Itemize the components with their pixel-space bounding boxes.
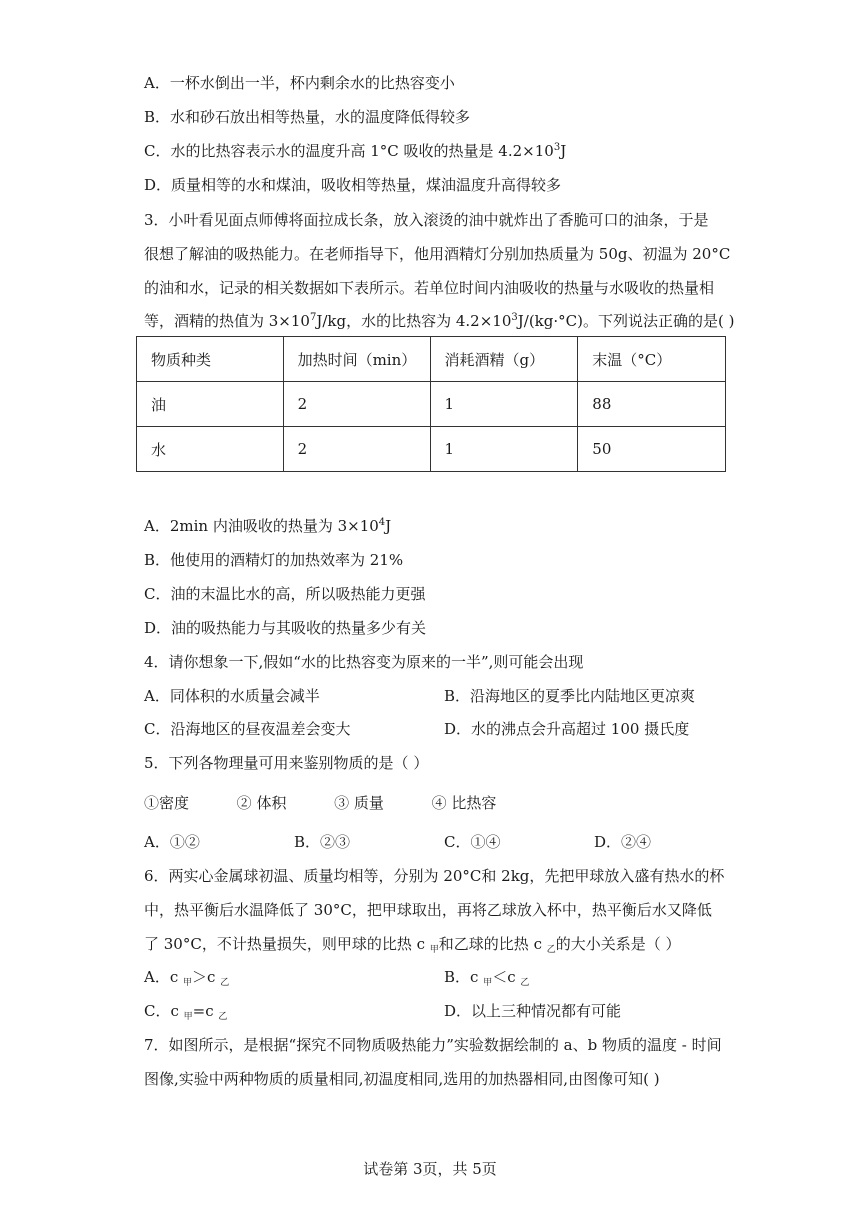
- q2-option-a: A．一杯水倒出一半，杯内剩余水的比热容变小: [144, 74, 455, 92]
- q6-option-a: [144, 967, 229, 993]
- q4-stem: 4．请你想象一下,假如“水的比热容变为原来的一半”,则可能会出现: [144, 653, 584, 671]
- q3-option-a-text: A．2min 内油吸收的热量为 3×10: [144, 517, 379, 535]
- q6-a-pre: A．c: [144, 968, 184, 986]
- table-cell: 2: [283, 382, 430, 427]
- q5-items: ①密度 ② 体积 ③ 质量 ④ 比热容: [144, 794, 497, 812]
- q2-option-d: D．质量相等的水和煤油，吸收相等热量，煤油温度升高得较多: [144, 176, 562, 194]
- table-cell: 1: [430, 382, 578, 427]
- q6-line3-c: 的大小关系是（ ）: [555, 935, 681, 953]
- table-cell: 2: [283, 427, 430, 472]
- q6-stem-line2: 中，热平衡后水温降低了 30°C，把甲球取出，再将乙球放入杯中，热平衡后水又降低: [144, 901, 712, 919]
- q3-stem-line1: 3．小叶看见面点师傅将面拉成长条，放入滚烫的油中就炸出了香脆可口的油条，于是: [144, 211, 709, 229]
- q5-option-a: A．①②: [144, 833, 200, 851]
- q2-option-b: B．水和砂石放出相等热量，水的温度降低得较多: [144, 108, 471, 126]
- q4-option-d: D．水的沸点会升高超过 100 摄氏度: [444, 720, 690, 738]
- q6-a-sub1: 甲: [183, 978, 193, 988]
- q3-line4-a: 等，酒精的热值为 3×10: [144, 312, 310, 330]
- q6-sub-jia: 甲: [429, 945, 439, 955]
- q6-b-pre: B．c: [444, 968, 484, 986]
- q6-c-pre: C．c: [144, 1002, 184, 1020]
- q6-stem-line3: [144, 934, 681, 960]
- q4-option-c: C．沿海地区的昼夜温差会变大: [144, 720, 351, 738]
- q5-option-c: C．①④: [444, 833, 501, 851]
- q3-stem-line3: 的油和水，记录的相关数据如下表所示。若单位时间内油吸收的热量与水吸收的热量相: [144, 279, 715, 297]
- q6-a-sub2: 乙: [220, 978, 230, 988]
- q6-b-mid: ＜c: [492, 968, 521, 986]
- table-header-cell: 加热时间（min）: [283, 337, 430, 382]
- q7-stem-line2: 图像,实验中两种物质的质量相同,初温度相同,选用的加热器相同,由图像可知( ): [144, 1070, 660, 1088]
- q3-line4-exp1: 7: [309, 312, 317, 323]
- table-cell: 油: [137, 382, 284, 427]
- q3-option-a-unit: J: [385, 517, 392, 535]
- q3-data-table: [136, 336, 726, 472]
- q2-option-c-text: C．水的比热容表示水的温度升高 1°C 吸收的热量是 4.2×10: [144, 142, 554, 160]
- q5-option-b: B．②③: [294, 833, 351, 851]
- q6-sub-yi: 乙: [546, 945, 556, 955]
- q6-a-mid: ＞c: [192, 968, 221, 986]
- q3-line4-exp2: 3: [511, 312, 518, 323]
- table-header-row: [137, 337, 726, 382]
- q3-option-b: B．他使用的酒精灯的加热效率为 21%: [144, 551, 404, 569]
- q4-option-a: A．同体积的水质量会减半: [144, 687, 320, 705]
- table-row: [137, 427, 726, 472]
- q6-c-sub2: 乙: [218, 1012, 228, 1022]
- q6-line3-b: 和乙球的比热 c: [438, 935, 547, 953]
- q3-stem-line4: [144, 311, 734, 331]
- q2-option-c: [144, 141, 566, 161]
- q4-option-b: B．沿海地区的夏季比内陆地区更凉爽: [444, 687, 696, 705]
- q6-option-d: D．以上三种情况都有可能: [444, 1002, 622, 1020]
- q7-stem-line1: 7．如图所示，是根据“探究不同物质吸热能力”实验数据绘制的 a、b 物质的温度 - 时间: [144, 1036, 722, 1054]
- q6-b-sub2: 乙: [520, 978, 530, 988]
- q3-option-d: D．油的吸热能力与其吸收的热量多少有关: [144, 619, 427, 637]
- table-cell: 水: [137, 427, 284, 472]
- page-footer: 试卷第 3页，共 5页: [363, 1160, 497, 1178]
- q3-line4-b: J/kg，水的比热容为 4.2×10: [316, 312, 512, 330]
- q3-line4-c: J/(kg·°C)。下列说法正确的是( ): [517, 312, 735, 330]
- q6-c-sub1: 甲: [183, 1012, 193, 1022]
- q2-option-c-unit: J: [560, 142, 567, 160]
- table-cell: 50: [578, 427, 726, 472]
- q6-option-b: [444, 967, 529, 993]
- q3-option-a: [144, 516, 391, 536]
- q6-b-sub1: 甲: [483, 978, 493, 988]
- q5-stem: 5．下列各物理量可用来鉴别物质的是（ ）: [144, 754, 429, 772]
- q3-option-a-exp: 4: [378, 517, 386, 528]
- q6-stem-line1: 6．两实心金属球初温、质量均相等，分别为 20°C和 2kg，先把甲球放入盛有热水的杯: [144, 867, 725, 885]
- q3-stem-line2: 很想了解油的吸热能力。在老师指导下，他用酒精灯分别加热质量为 50g、初温为 20°C: [144, 245, 731, 263]
- q6-line3-a: 了 30°C，不计热量损失，则甲球的比热 c: [144, 935, 430, 953]
- q2-option-c-exp: 3: [553, 142, 561, 153]
- q6-option-c: [144, 1001, 227, 1027]
- q6-c-mid: =c: [192, 1002, 219, 1020]
- q5-option-d: D．②④: [594, 833, 652, 851]
- table-header-cell: 末温（°C）: [578, 337, 726, 382]
- table-cell: 1: [430, 427, 578, 472]
- table-header-cell: 消耗酒精（g）: [430, 337, 578, 382]
- table-cell: 88: [578, 382, 726, 427]
- q3-option-c: C．油的末温比水的高，所以吸热能力更强: [144, 585, 426, 603]
- table-header-cell: 物质种类: [137, 337, 284, 382]
- table-row: [137, 382, 726, 427]
